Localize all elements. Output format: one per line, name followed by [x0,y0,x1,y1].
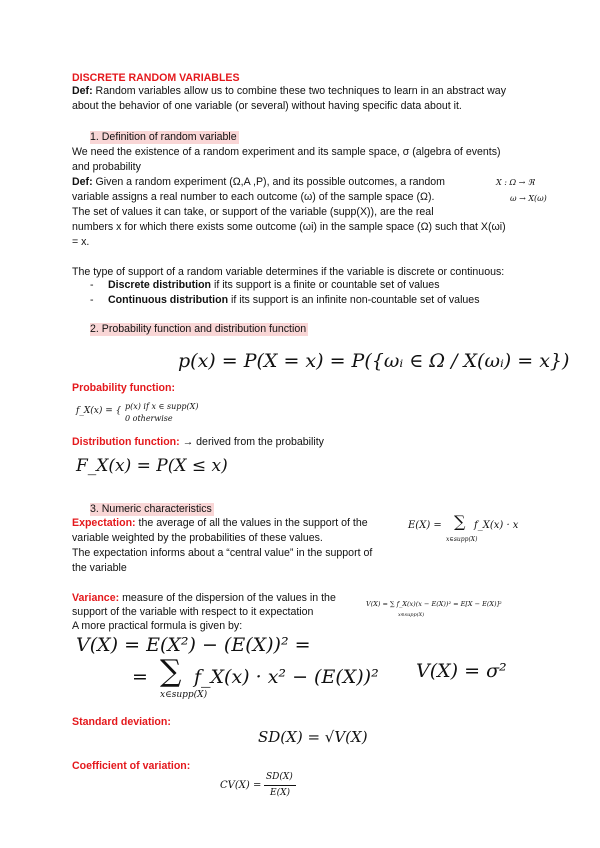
pf-case-2: 0 otherwise [125,414,173,423]
expectation-label: Expectation: [72,517,136,529]
variance-row-2-eq: = [132,666,148,688]
support-intro: The type of support of a random variable determines if the variable is discrete or continuous: [72,266,505,278]
expectation-line-1 [72,517,368,530]
variance-line-1 [72,592,336,605]
bullet-discrete-rest: if its support is a finite or countable set of values [211,279,440,291]
variance-label: Variance: [72,592,120,604]
variance-sum-symbol: ∑ [160,654,182,689]
s1-def-line-1 [72,176,445,189]
variance-small-sub: x∈supp(X) [398,612,425,618]
expectation-line-4: the variable [72,562,127,574]
pf-lhs: f_X(x) = { [76,406,122,416]
mapping-formula-2: ω → X(ω) [510,194,547,203]
intro-line-2: about the behavior of one variable (or several) without having specific data about it. [72,100,462,112]
probability-main-formula: p(x) = P(X = x) = P({ωᵢ ∈ Ω / X(ωᵢ) = x}) [178,350,570,372]
s1-def-line-5: = x. [72,236,90,248]
s1-line-2: and probability [72,161,141,173]
bullet-continuous-bold: Continuous distribution [108,294,229,306]
variance-text-1: measure of the dispersion of the values in the [119,592,336,604]
bullet-dash-icon: - [90,279,94,291]
section-1-heading: 1. Definition of random variable [90,131,237,143]
probability-function-label: Probability function: [72,382,175,394]
variance-small-formula: V(X) = ∑ f_X(x)(x − E(X))² = E[X − E(X)]² [366,600,502,608]
page-title: DISCRETE RANDOM VARIABLES [72,72,240,84]
expectation-formula-lhs: E(X) = [408,520,442,531]
s1-def-line-2: variable assigns a real number to each outcome (ω) of the sample space (Ω). [72,191,435,203]
bullet-discrete [90,279,440,292]
variance-sigma-formula: V(X) = σ² [416,660,507,682]
intro-line-1 [72,85,506,98]
mapping-formula-1: X : Ω → ℜ [496,178,535,187]
cv-formula-lhs: CV(X) = [220,780,262,791]
bullet-continuous [90,294,480,307]
s1-def-label: Def: [72,176,93,188]
s1-def-text-1: Given a random experiment (Ω,A ,P), and its possible outcomes, a random [92,176,445,188]
standard-deviation-label: Standard deviation: [72,716,171,728]
distribution-formula: F_X(x) = P(X ≤ x) [76,456,228,476]
cv-numerator: SD(X) [266,772,293,782]
expectation-sum-sub: x∈supp(X) [446,536,478,543]
expectation-sum-symbol: ∑ [454,512,466,531]
section-3-heading: 3. Numeric characteristics [90,503,212,515]
section-2-heading: 2. Probability function and distribution function [90,323,307,335]
cv-denominator: E(X) [270,788,290,798]
distribution-text: → derived from the probability [179,436,324,448]
pf-case-1: p(x) if x ∈ supp(X) [125,402,199,411]
variance-line-3: A more practical formula is given by: [72,620,243,632]
s1-def-line-4: numbers x for which there exists some outcome (ωi) in the sample space (Ω) such that X(ωi) [72,221,506,233]
distribution-line [72,436,324,449]
expectation-line-2: variable weighted by the probabilities of these values. [72,532,323,544]
expectation-text-1: the average of all the values in the support of the [135,517,368,529]
bullet-continuous-rest: if its support is an infinite non-countable set of values [228,294,480,306]
cv-fraction-bar [264,785,296,786]
expectation-formula-rhs: f_X(x) · x [474,520,519,531]
variance-line-2: support of the variable with respect to it expectation [72,606,314,618]
standard-deviation-formula: SD(X) = √V(X) [258,728,368,746]
expectation-line-3: The expectation informs about a “central value” in the support of [72,547,373,559]
s1-def-line-3: The set of values it can take, or support of the variable (supp(X)), are the real [72,206,434,218]
distribution-function-label: Distribution function: [72,436,180,448]
bullet-dash-icon: - [90,294,94,306]
coefficient-variation-label: Coefficient of variation: [72,760,191,772]
bullet-discrete-bold: Discrete distribution [108,279,212,291]
variance-row-2-sub: x∈supp(X) [160,690,208,700]
variance-formula-row-1: V(X) = E(X²) − (E(X))² = [76,634,311,656]
s1-line-1: We need the existence of a random experiment and its sample space, σ (algebra of events) [72,146,501,158]
intro-def-label: Def: [72,85,93,97]
intro-text-1: Random variables allow us to combine these two techniques to learn in an abstract way [92,85,506,97]
variance-row-2-rest: f_X(x) · x² − (E(X))² [194,666,379,688]
